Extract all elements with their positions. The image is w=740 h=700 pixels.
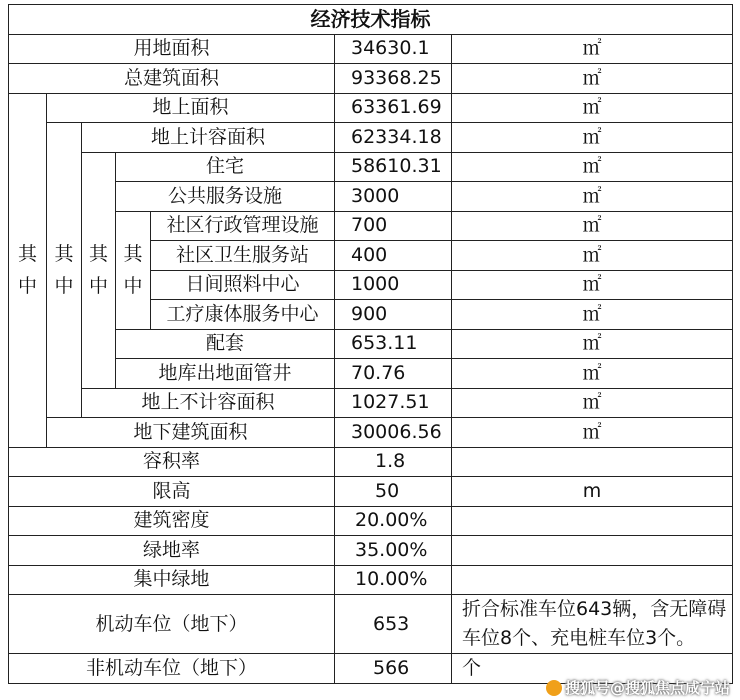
table-row <box>9 64 733 94</box>
row-unit: ㎡ <box>452 270 733 300</box>
row-value: 10.00% <box>335 565 452 595</box>
title-row <box>9 5 733 35</box>
table-row <box>9 329 733 359</box>
row-value: 58610.31 <box>335 152 452 182</box>
table-row <box>9 152 733 182</box>
qizhong-label-level4: 其 中 <box>116 211 151 329</box>
table-row <box>9 506 733 536</box>
row-unit: ㎡ <box>452 152 733 182</box>
table-row <box>9 388 733 418</box>
row-label: 配套 <box>116 329 335 359</box>
row-label: 社区卫生服务站 <box>151 241 335 271</box>
table-row <box>9 34 733 64</box>
row-unit-empty <box>452 506 733 536</box>
row-value: 700 <box>335 211 452 241</box>
row-unit: ㎡ <box>452 418 733 448</box>
watermark-text: 搜狐号@搜狐焦点咸宁站 <box>564 679 730 697</box>
row-label: 地库出地面管井 <box>116 359 335 389</box>
row-value: 1.8 <box>335 447 452 477</box>
row-unit: ㎡ <box>452 93 733 123</box>
table-title: 经济技术指标 <box>9 5 733 35</box>
row-label: 地上面积 <box>47 93 335 123</box>
row-value: 1000 <box>335 270 452 300</box>
row-value: 653.11 <box>335 329 452 359</box>
table-row <box>9 595 733 654</box>
qizhong-label-level2: 其 中 <box>47 123 82 418</box>
row-label: 机动车位（地下） <box>9 595 335 654</box>
row-value: 400 <box>335 241 452 271</box>
row-value: 34630.1 <box>335 34 452 64</box>
row-label: 限高 <box>9 477 335 507</box>
row-value: 1027.51 <box>335 388 452 418</box>
row-unit: ㎡ <box>452 211 733 241</box>
row-label: 地上计容面积 <box>82 123 335 153</box>
row-label: 绿地率 <box>9 536 335 566</box>
row-unit: ㎡ <box>452 359 733 389</box>
qizhong-label-level3: 其 中 <box>82 152 116 388</box>
row-value: 900 <box>335 300 452 330</box>
row-value: 63361.69 <box>335 93 452 123</box>
qizhong-label-level1: 其 中 <box>9 93 47 447</box>
row-unit: ㎡ <box>452 388 733 418</box>
row-unit: ㎡ <box>452 123 733 153</box>
row-label: 地上不计容面积 <box>82 388 335 418</box>
table-row <box>9 182 733 212</box>
table-row <box>9 359 733 389</box>
row-note: 个 <box>452 654 733 684</box>
table-row <box>9 447 733 477</box>
watermark <box>546 677 730 698</box>
table-row <box>9 123 733 153</box>
table-row <box>9 93 733 123</box>
row-label: 用地面积 <box>9 34 335 64</box>
table-row <box>9 477 733 507</box>
row-value: 20.00% <box>335 506 452 536</box>
table-row <box>9 211 733 241</box>
row-label: 住宅 <box>116 152 335 182</box>
row-unit: ㎡ <box>452 34 733 64</box>
row-unit: ㎡ <box>452 300 733 330</box>
economic-indicators-table <box>8 4 733 684</box>
row-note: 折合标准车位643辆，含无障碍车位8个、充电桩车位3个。 <box>452 595 733 654</box>
row-unit-empty <box>452 536 733 566</box>
row-label: 地下建筑面积 <box>47 418 335 448</box>
sohu-logo-icon <box>546 680 562 696</box>
row-value: 70.76 <box>335 359 452 389</box>
row-value: 3000 <box>335 182 452 212</box>
row-unit-empty <box>452 565 733 595</box>
row-unit: ㎡ <box>452 64 733 94</box>
row-value: 566 <box>335 654 452 684</box>
row-unit: ㎡ <box>452 329 733 359</box>
row-label: 公共服务设施 <box>116 182 335 212</box>
row-unit-empty <box>452 447 733 477</box>
row-label: 非机动车位（地下） <box>9 654 335 684</box>
row-unit: ㎡ <box>452 241 733 271</box>
row-label: 集中绿地 <box>9 565 335 595</box>
table-row <box>9 418 733 448</box>
row-unit: m <box>452 477 733 507</box>
row-value: 50 <box>335 477 452 507</box>
table-row <box>9 565 733 595</box>
row-unit: ㎡ <box>452 182 733 212</box>
row-label: 社区行政管理设施 <box>151 211 335 241</box>
row-label: 工疗康体服务中心 <box>151 300 335 330</box>
row-label: 总建筑面积 <box>9 64 335 94</box>
row-label: 建筑密度 <box>9 506 335 536</box>
row-label: 日间照料中心 <box>151 270 335 300</box>
table-row <box>9 536 733 566</box>
row-value: 30006.56 <box>335 418 452 448</box>
row-label: 容积率 <box>9 447 335 477</box>
row-value: 62334.18 <box>335 123 452 153</box>
row-value: 653 <box>335 595 452 654</box>
row-value: 35.00% <box>335 536 452 566</box>
row-value: 93368.25 <box>335 64 452 94</box>
economic-indicators-sheet <box>8 4 733 684</box>
